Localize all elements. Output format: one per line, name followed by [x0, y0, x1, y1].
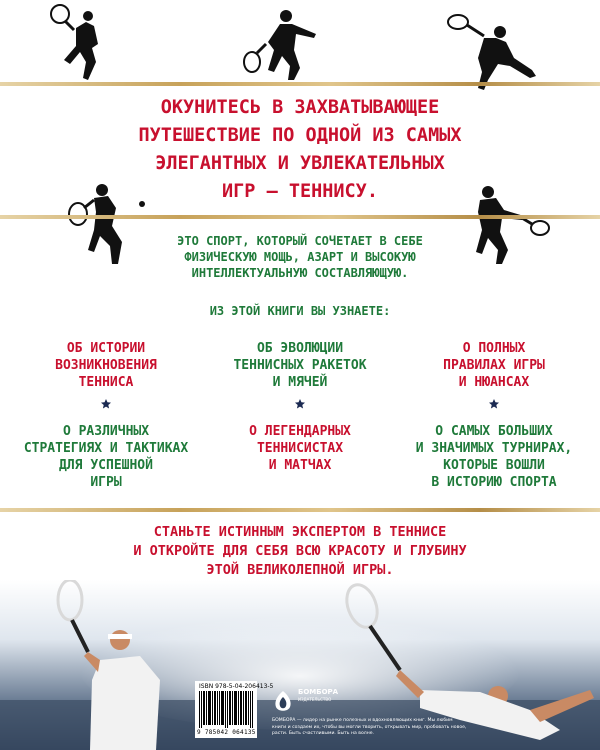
star-icon	[100, 398, 112, 410]
topic-tournaments	[401, 423, 587, 491]
topic-line: СТРАТЕГИЯХ И ТАКТИКАХ	[23, 441, 189, 456]
topic-history	[13, 340, 199, 391]
headline-line: ИГР – ТЕННИСУ.	[222, 181, 378, 202]
topic-line: О РАЗЛИЧНЫХ	[62, 424, 150, 439]
topic-line: И ЗНАЧИМЫХ ТУРНИРАХ,	[415, 441, 573, 456]
publisher-blurb: БОМБОРА — лидер на рынке полезных и вдохновляющих книг. Мы любим книги и создаем их, чтобы вы могли творить, открывать мир, пробовать новое, расти. Быть счастливыми. Быть на волне.	[272, 718, 467, 736]
headline-line: ПУТЕШЕСТВИЕ ПО ОДНОЙ ИЗ САМЫХ	[138, 125, 462, 146]
topic-line: КОТОРЫЕ ВОШЛИ	[443, 458, 545, 473]
topic-line: О САМЫХ БОЛЬШИХ	[435, 424, 553, 439]
topic-line: И МАТЧАХ	[268, 458, 332, 473]
topic-line: ОБ ИСТОРИИ	[66, 341, 146, 356]
topic-strategies	[13, 423, 199, 491]
publisher-subtitle: ИЗДАТЕЛЬСТВО	[298, 697, 332, 702]
topic-line: ДЛЯ УСПЕШНОЙ	[59, 458, 153, 473]
isbn-digits: 9 785042 064135	[197, 729, 256, 736]
topic-line: ИГРЫ	[90, 475, 122, 490]
topic-line: И МЯЧЕЙ	[272, 375, 328, 390]
star-icon	[488, 398, 500, 410]
bombora-logo-icon	[270, 690, 296, 716]
topic-line: О ПОЛНЫХ	[462, 341, 526, 356]
topic-line: ТЕННИСНЫХ РАКЕТОК	[233, 358, 367, 373]
tennis-player-silhouette-left	[48, 4, 118, 82]
topic-line: ВОЗНИКНОВЕНИЯ	[55, 358, 157, 373]
topic-rules	[401, 340, 587, 391]
star-icon	[294, 398, 306, 410]
headline	[88, 94, 512, 206]
topic-line: ТЕННИСА	[78, 375, 134, 390]
barcode-icon	[199, 691, 253, 728]
tennis-player-silhouette-right	[440, 12, 550, 92]
publisher-name: БОМБОРА	[298, 688, 339, 696]
intro-text	[120, 233, 480, 281]
topic-legends	[207, 423, 393, 474]
cta-line: И ОТКРОЙТЕ ДЛЯ СЕБЯ ВСЮ КРАСОТУ И ГЛУБИНУ	[133, 543, 467, 559]
intro-line: ЭТО СПОРТ, КОТОРЫЙ СОЧЕТАЕТ В СЕБЕ	[177, 234, 423, 248]
topic-line: ОБ ЭВОЛЮЦИИ	[256, 341, 344, 356]
gold-divider-middle	[0, 215, 600, 219]
headline-line: ОКУНИТЕСЬ В ЗАХВАТЫВАЮЩЕЕ	[160, 97, 440, 118]
tennis-player-silhouette-center	[238, 4, 324, 82]
topic-line: ТЕННИСИСТАХ	[256, 441, 344, 456]
topic-line: В ИСТОРИЮ СПОРТА	[431, 475, 557, 490]
cta-line: СТАНЬТЕ ИСТИННЫМ ЭКСПЕРТОМ В ТЕННИСЕ	[153, 524, 447, 540]
isbn-text: ISBN 978-5-04-206413-5	[199, 683, 274, 690]
cta-line: ЭТОЙ ВЕЛИКОЛЕПНОЙ ИГРЫ.	[206, 562, 394, 578]
topic-line: ПРАВИЛАХ ИГРЫ	[443, 358, 545, 373]
topic-evolution	[207, 340, 393, 391]
intro-line: ФИЗИЧЕСКУЮ МОЩЬ, АЗАРТ И ВЫСОКУЮ	[184, 250, 416, 264]
headline-line: ЭЛЕГАНТНЫХ И УВЛЕКАТЕЛЬНЫХ	[155, 153, 445, 174]
gold-divider-top	[0, 82, 600, 86]
call-to-action	[60, 523, 540, 580]
gold-divider-bottom	[0, 508, 600, 512]
topic-line: И НЮАНСАХ	[458, 375, 530, 390]
topic-line: О ЛЕГЕНДАРНЫХ	[249, 424, 351, 439]
intro-line: ИНТЕЛЛЕКТУАЛЬНУЮ СОСТАВЛЯЮЩУЮ.	[191, 266, 409, 280]
learn-label: ИЗ ЭТОЙ КНИГИ ВЫ УЗНАЕТЕ:	[209, 304, 391, 318]
